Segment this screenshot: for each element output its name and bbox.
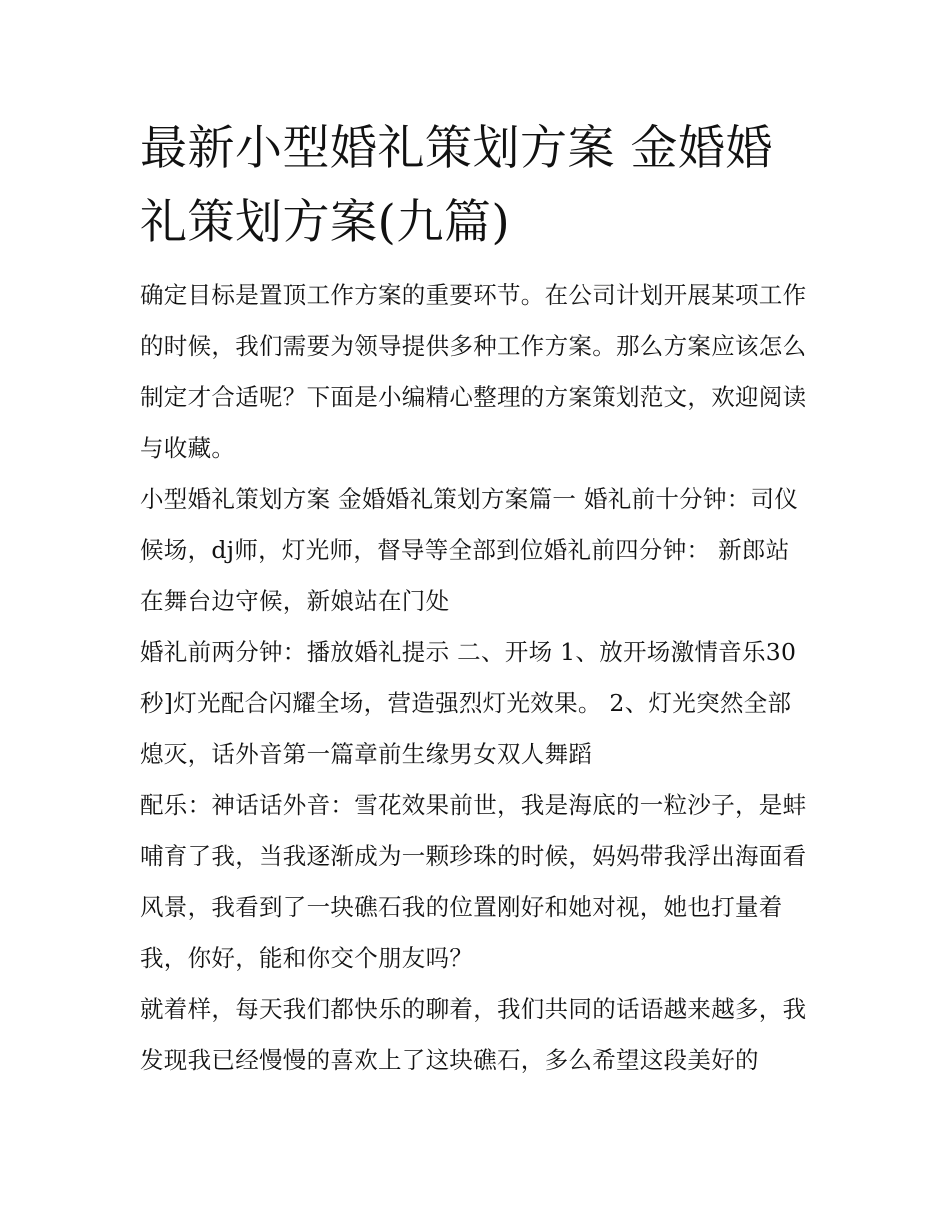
paragraph-part-one: 小型婚礼策划方案 金婚婚礼策划方案篇一 婚礼前十分钟：司仪候场，dj师，灯光师，督导等全部到位婚礼前四分钟： 新郎站在舞台边守候，新娘站在门处: [140, 485, 799, 615]
document-page: [140, 112, 812, 1086]
paragraph-music: 配乐：神话话外音：雪花效果前世，我是海底的一粒沙子，是蚌哺育了我，当我逐渐成为一颗珍珠的时候，妈妈带我浮出海面看风景，我看到了一块礁石我的位置刚好和她对视，她也打量着我，你好，能和你交个朋友吗？: [140, 791, 807, 972]
paragraph-intro: 确定目标是置顶工作方案的重要环节。在公司计划开展某项工作的时候，我们需要为领导提供多种工作方案。那么方案应该怎么制定才合适呢？下面是小编精心整理的方案策划范文，欢迎阅读与收藏。: [140, 281, 807, 462]
document-title: 最新小型婚礼策划方案 金婚婚礼策划方案(九篇): [140, 121, 773, 250]
paragraph-daily: 就着样，每天我们都快乐的聊着，我们共同的话语越来越多，我发现我已经慢慢的喜欢上了这块礁石，多么希望这段美好的: [140, 995, 807, 1074]
paragraph-opening: 婚礼前两分钟：播放婚礼提示 二、开场 1、放开场激情音乐30秒]灯光配合闪耀全场，营造强烈灯光效果。 2、灯光突然全部熄灭，话外音第一篇章前生缘男女双人舞蹈: [140, 638, 797, 768]
